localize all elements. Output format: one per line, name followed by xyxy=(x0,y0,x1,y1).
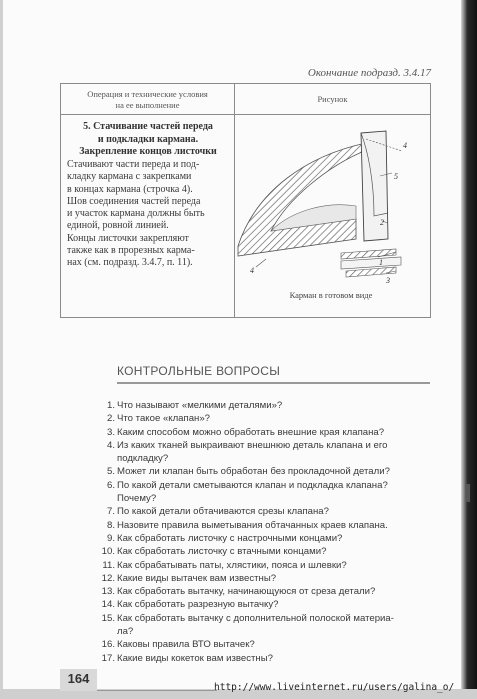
figure-caption: Карман в готовом виде xyxy=(289,290,373,300)
question-text: Каковы правила ВТО вытачек? xyxy=(117,639,255,651)
book-spine-shadow xyxy=(461,0,477,699)
header-line: Операция и технические условия xyxy=(87,89,208,99)
question-text: Из каких тканей выкраивают внешнюю деталь клапана и его подкладку? xyxy=(117,439,388,465)
question-number: 11. xyxy=(102,559,115,571)
question-item xyxy=(94,545,434,558)
question-number: 13. xyxy=(101,586,115,598)
source-url: http://www.liveinternet.ru/users/galina_o/ xyxy=(214,682,455,693)
table-header-figure: Рисунок xyxy=(317,94,348,104)
margin-mark xyxy=(466,484,470,502)
question-text: Назовите правила выметывания обтачанных краев клапана. xyxy=(117,519,388,531)
operation-title xyxy=(67,121,229,159)
pocket-diagram xyxy=(236,121,426,286)
title-line: и подкладки кармана. xyxy=(97,133,199,145)
question-number: 4. xyxy=(106,439,115,451)
table-column-divider xyxy=(234,84,235,317)
question-text: Как сбработать листочку с настрочными концами? xyxy=(117,532,343,544)
question-number: 8. xyxy=(106,519,115,531)
question-number: 2. xyxy=(106,413,115,425)
question-item xyxy=(94,465,434,478)
question-text: Что такое «клапан»? xyxy=(117,413,211,425)
question-item xyxy=(94,479,434,506)
question-item xyxy=(94,598,434,611)
question-text: Что называют «мелкими деталями»? xyxy=(117,400,283,411)
question-number: 3. xyxy=(106,426,115,438)
table-header-divider xyxy=(61,114,430,115)
question-item xyxy=(94,532,434,545)
description-line: также как в прорезных карма- xyxy=(67,245,195,257)
page-left-edge xyxy=(0,0,3,699)
question-number: 14. xyxy=(101,599,115,611)
header-line: на ее выполнение xyxy=(115,100,180,110)
description-line: Концы листочки закрепляют xyxy=(67,232,189,244)
question-item xyxy=(94,559,434,572)
title-line: 5. Стачивание частей переда xyxy=(83,121,213,132)
question-text: Как сбработать разрезную вытачку? xyxy=(117,599,279,611)
table-header-operation xyxy=(61,89,234,111)
question-text: По какой детали обтачиваются срезы клапана? xyxy=(117,506,329,518)
questions-heading: КОНТРОЛЬНЫЕ ВОПРОСЫ xyxy=(117,364,281,378)
description-line: и участок кармана должны быть xyxy=(67,208,205,220)
question-text: Какие виды вытачек вам известны? xyxy=(117,572,277,584)
question-number: 17. xyxy=(101,652,115,664)
figure-label: 1 xyxy=(379,258,383,267)
description-line: единой, ровной линией. xyxy=(67,220,169,232)
question-number: 5. xyxy=(106,466,115,478)
question-item xyxy=(94,519,434,532)
question-item xyxy=(94,612,434,639)
heading-underline xyxy=(117,382,430,384)
question-item xyxy=(94,439,434,466)
question-text: Как сбработать вытачку, начинающуюся от среза детали? xyxy=(117,586,376,598)
description-line: Шов соединения частей переда xyxy=(67,195,201,207)
question-number: 16. xyxy=(101,639,115,651)
description-line: в концах кармана (строчка 4). xyxy=(67,183,193,195)
question-text: По какой детали сметываются клапан и подкладка клапана? Почему? xyxy=(117,479,388,505)
question-number: 10. xyxy=(101,546,115,558)
operation-description xyxy=(67,159,233,270)
description-line: Стачивают части переда и под- xyxy=(67,159,200,170)
question-text: Как сбработать вытачку с дополнительной полоской материа- ла? xyxy=(117,612,394,638)
section-subheading: Окончание подразд. 3.4.17 xyxy=(307,67,431,79)
question-number: 1. xyxy=(106,400,115,411)
figure-label: 4 xyxy=(403,141,407,150)
question-number: 15. xyxy=(101,612,115,624)
figure-label: 2 xyxy=(380,218,384,227)
question-number: 12. xyxy=(101,572,115,584)
question-item xyxy=(94,426,434,439)
question-text: Как сбработать листочку с втачными концами? xyxy=(117,546,327,558)
question-text: Как сбрабатывать паты, хлястики, пояса и шлевки? xyxy=(117,559,347,571)
figure-label: 4 xyxy=(250,266,254,275)
question-text: Каким способом можно обработать внешние края клапана? xyxy=(117,426,385,438)
title-line: Закрепление концов листочки xyxy=(79,146,217,157)
question-number: 6. xyxy=(106,479,115,491)
figure-label: 3 xyxy=(386,276,390,285)
question-item xyxy=(94,505,434,518)
page-number: 164 xyxy=(67,671,90,686)
garment-front-hatched xyxy=(238,143,369,256)
figure-label: 5 xyxy=(394,172,398,181)
question-item xyxy=(94,585,434,598)
page-number-rule xyxy=(97,690,217,691)
question-text: Может ли клапан быть обработан без прокладочной детали? xyxy=(117,466,390,478)
description-line: кладку кармана с закрепками xyxy=(67,171,192,183)
questions-list xyxy=(94,399,434,665)
question-item xyxy=(94,412,434,425)
question-text: Какие виды кокеток вам известны? xyxy=(117,652,273,664)
question-item xyxy=(94,572,434,585)
description-line: нах (см. подразд. 3.4.7, п. 11). xyxy=(67,257,193,269)
question-item xyxy=(94,638,434,651)
question-item xyxy=(94,399,434,412)
question-item xyxy=(94,652,434,665)
question-number: 9. xyxy=(106,532,115,544)
question-number: 7. xyxy=(106,506,115,518)
